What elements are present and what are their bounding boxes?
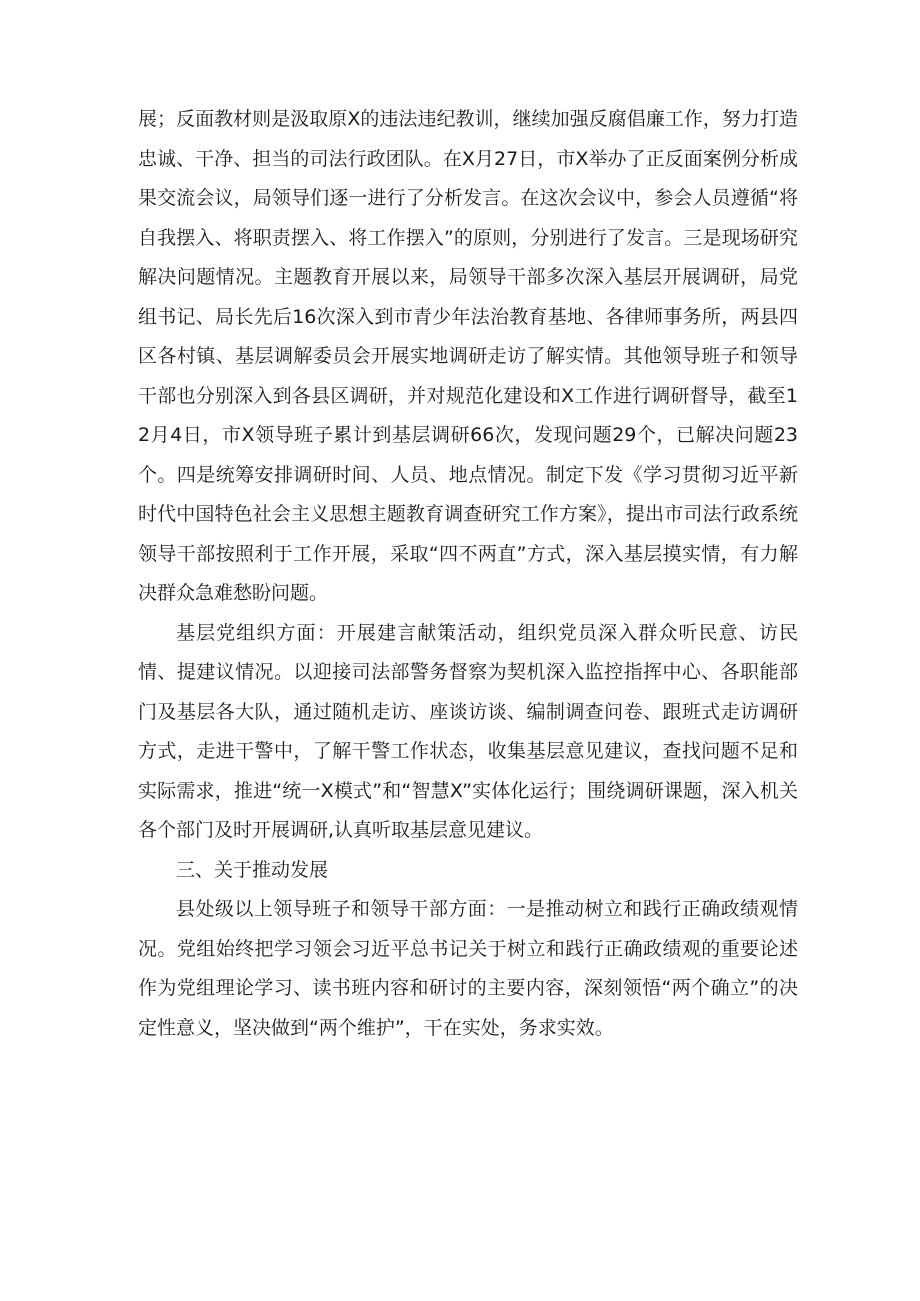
- paragraph-report-continuation: 展；反面教材则是汲取原X的违法违纪教训，继续加强反腐倡廉工作，努力打造忠诚、干净、担当的司法行政团队。在X月27日，市X举办了正反面案例分析成果交流会议，局领导们逐一进行了分析发言。在这次会议中，参会人员遵循“将自我摆入、将职责摆入、将工作摆入”的原则，分别进行了发言。三是现场研究解决问题情况。主题教育开展以来，局领导干部多次深入基层开展调研，局党组书记、局长先后16次深入到市青少年法治教育基地、各律师事务所，两县四区各村镇、基层调解委员会开展实地调研走访了解实情。其他领导班子和领导干部也分别深入到各县区调研，并对规范化建设和X工作进行调研督导，截至12月4日，市X领导班子累计到基层调研66次，发现问题29个，已解决问题23个。四是统筹安排调研时间、人员、地点情况。制定下发《学习贯彻习近平新时代中国特色社会主义思想主题教育调查研究工作方案》，提出市司法行政系统领导干部按照利于工作开展，采取“四不两直”方式，深入基层摸实情，有力解决群众急难愁盼问题。: [138, 108, 798, 604]
- paragraph-leadership-performance-view: 县处级以上领导班子和领导干部方面：一是推动树立和践行正确政绩观情况。党组始终把学习领会习近平总书记关于树立和践行正确政绩观的重要论述作为党组理论学习、读书班内容和研讨的主要内容，深刻领悟“两个确立”的决定性意义，坚决做到“两个维护”，干在实处，务求实效。: [138, 898, 798, 1039]
- section-heading-promote-development: 三、关于推动发展: [176, 858, 329, 881]
- document-body: [138, 100, 798, 1048]
- paragraph-grassroots-party-organizations: 基层党组织方面：开展建言献策活动，组织党员深入群众听民意、访民情、提建议情况。以迎接司法部警务督察为契机深入监控指挥中心、各职能部门及基层各大队，通过随机走访、座谈访谈、编制调查问卷、跟班式走访调研方式，走进干警中，了解干警工作状态，收集基层意见建议，查找问题不足和实际需求，推进“统一X模式”和“智慧X”实体化运行；围绕调研课题，深入机关各个部门及时开展调研,认真听取基层意见建议。: [138, 621, 798, 841]
